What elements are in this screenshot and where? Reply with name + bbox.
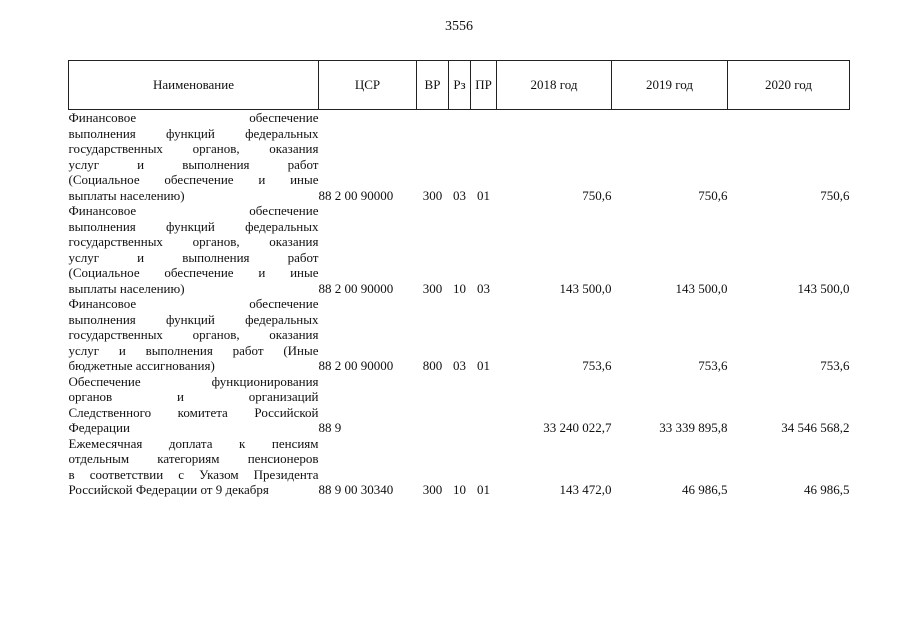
row-pr <box>471 374 497 436</box>
row-rz: 03 <box>453 358 466 373</box>
row-name-line: Российской Федерации от 9 декабря <box>68 482 269 497</box>
row-name-line: (Социальное обеспечение и иные <box>68 172 319 187</box>
row-rz: 10 <box>453 280 466 296</box>
row-amount-2019: 750,6 <box>698 187 728 203</box>
row-amount-2020: 46 986,5 <box>804 482 850 497</box>
row-name-line: услуг и выполнения работ (Иные <box>68 342 319 358</box>
header-vr: ВР <box>417 61 449 110</box>
row-rz: 03 <box>453 187 466 203</box>
row-vr <box>417 374 449 436</box>
row-name-line: выплаты населению) <box>68 280 185 296</box>
row-csr: 88 2 00 90000 <box>318 187 394 203</box>
table-row <box>69 110 850 204</box>
row-name-line: Финансовое обеспечение <box>68 203 319 218</box>
row-pr: 03 <box>477 280 490 296</box>
row-name-line: услуг и выполнения работ <box>68 156 319 172</box>
row-name-line: государственных органов, оказания <box>68 141 319 156</box>
row-name-line: выплаты населению) <box>68 187 185 203</box>
table-row <box>69 203 850 296</box>
row-name-line: выполнения функций федеральных <box>68 125 319 141</box>
header-rz: Рз <box>449 61 471 110</box>
row-name-line: Финансовое обеспечение <box>68 110 319 125</box>
row-name-line: государственных органов, оказания <box>68 234 319 249</box>
table-row <box>69 374 850 436</box>
row-amount-2020: 750,6 <box>820 187 850 203</box>
header-pr: ПР <box>471 61 497 110</box>
row-name-line: Обеспечение функционирования <box>68 373 319 389</box>
row-amount-2018: 750,6 <box>582 187 612 203</box>
row-name-line: Следственного комитета Российской <box>68 404 319 420</box>
row-name <box>69 436 319 498</box>
row-amount-2018: 753,6 <box>582 358 612 373</box>
row-name-line: органов и организаций <box>68 389 319 404</box>
row-csr: 88 2 00 90000 <box>318 280 394 296</box>
row-amount-2019: 46 986,5 <box>682 482 728 497</box>
header-2019: 2019 год <box>612 61 728 110</box>
row-amount-2018: 33 240 022,7 <box>543 420 612 435</box>
table-header-row <box>69 61 850 110</box>
row-csr: 88 9 00 30340 <box>318 482 394 497</box>
row-name-line: Финансовое обеспечение <box>68 296 319 311</box>
row-name <box>69 296 319 374</box>
row-amount-2019: 143 500,0 <box>675 280 728 296</box>
header-name: Наименование <box>69 61 319 110</box>
row-name-line: Ежемесячная доплата к пенсиям <box>68 435 319 451</box>
row-name <box>69 110 319 204</box>
table-row <box>69 296 850 374</box>
row-amount-2020: 143 500,0 <box>797 280 850 296</box>
row-name-line: (Социальное обеспечение и иные <box>68 265 319 280</box>
budget-table <box>68 60 850 498</box>
row-rz <box>449 374 471 436</box>
row-csr: 88 2 00 90000 <box>318 358 394 373</box>
header-csr: ЦСР <box>319 61 417 110</box>
row-vr: 300 <box>422 280 443 296</box>
header-2020: 2020 год <box>728 61 850 110</box>
table-body <box>69 110 850 498</box>
row-amount-2020: 753,6 <box>820 358 850 373</box>
row-name <box>69 203 319 296</box>
row-amount-2018: 143 472,0 <box>559 482 612 497</box>
row-name-line: выполнения функций федеральных <box>68 218 319 234</box>
header-2018: 2018 год <box>497 61 612 110</box>
row-csr: 88 9 <box>318 420 342 435</box>
row-pr: 01 <box>477 187 490 203</box>
row-amount-2019: 753,6 <box>698 358 728 373</box>
row-name-line: бюджетные ассигнования) <box>68 358 215 373</box>
row-name-line: выполнения функций федеральных <box>68 311 319 327</box>
row-name-line: государственных органов, оказания <box>68 327 319 342</box>
row-vr: 300 <box>422 482 443 497</box>
row-amount-2018: 143 500,0 <box>559 280 612 296</box>
row-vr: 800 <box>422 358 443 373</box>
row-name-line: Федерации <box>68 420 130 435</box>
row-name-line: услуг и выполнения работ <box>68 249 319 265</box>
row-name-line: отдельным категориям пенсионеров <box>68 451 319 466</box>
row-amount-2019: 33 339 895,8 <box>659 420 728 435</box>
page-number: 3556 <box>445 19 473 34</box>
row-pr: 01 <box>477 358 490 373</box>
row-name-line: в соответствии с Указом Президента <box>68 466 319 482</box>
row-amount-2020: 34 546 568,2 <box>781 420 850 435</box>
row-rz: 10 <box>453 482 466 497</box>
row-name <box>69 374 319 436</box>
row-pr: 01 <box>477 482 490 497</box>
table-row <box>69 436 850 498</box>
row-vr: 300 <box>422 187 443 203</box>
